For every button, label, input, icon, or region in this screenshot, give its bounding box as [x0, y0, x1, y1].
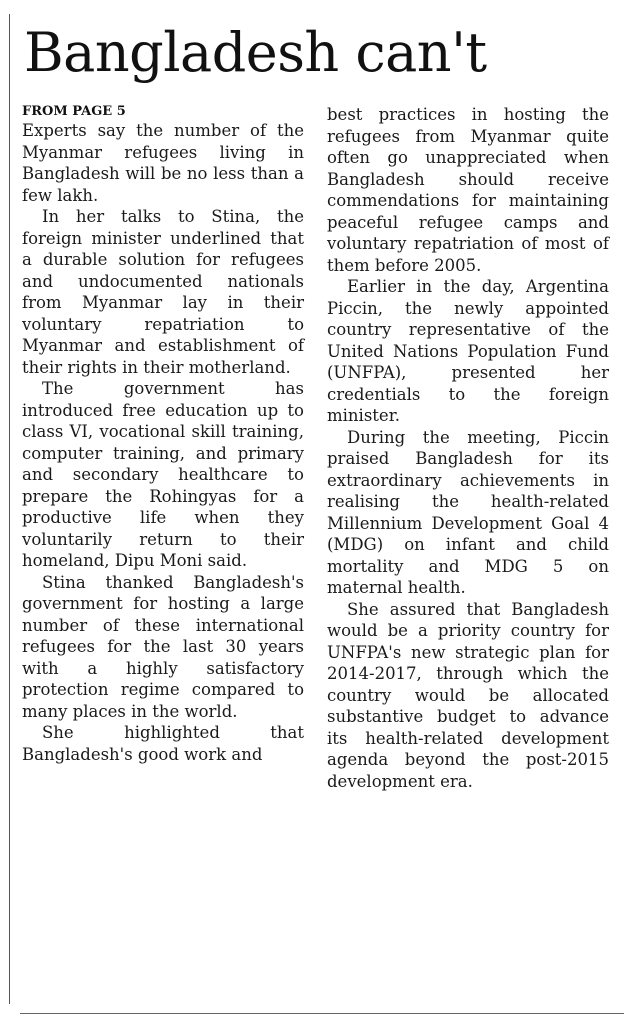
column-right	[327, 104, 609, 792]
paragraph: She assured that Bangladesh would be a priority country for UNFPA's new strategic plan for 2014-2017, through which the country would be allocated substantive budget to advance its health-related development agenda beyond the post-2015 development era.	[327, 599, 609, 791]
paragraph: During the meeting, Piccin praised Bangladesh for its extraordinary achievements in realising the health-related Millennium Development Goal 4 (MDG) on infant and child mortality and MDG 5 on maternal health.	[327, 427, 609, 597]
headline: Bangladesh can't	[24, 21, 487, 84]
paragraph: Stina thanked Bangladesh's government for hosting a large number of these international refugees for the last 30 years with a highly satisfactory protection regime compared to many places in the world.	[22, 572, 304, 721]
column-rule-left	[9, 14, 10, 1004]
paragraph: Experts say the number of the Myanmar refugees living in Bangladesh will be no less than a few lakh.	[22, 121, 304, 205]
bottom-rule	[20, 1013, 624, 1014]
column-left	[22, 104, 304, 765]
paragraph: She highlighted that Bangladesh's good work and	[22, 723, 304, 764]
paragraph: The government has introduced free education up to class VI, vocational skill training, computer training, and primary and secondary healthcare to prepare the Rohingyas for a productive life when they voluntarily return to their homeland, Dipu Moni said.	[22, 379, 304, 570]
paragraph: In her talks to Stina, the foreign minister underlined that a durable solution for refugees and undocumented nationals from Myanmar lay in their voluntary repatriation to Myanmar and establishment of their rights in their motherland.	[22, 207, 304, 377]
dateline: FROM PAGE 5	[22, 104, 126, 119]
paragraph: Earlier in the day, Argentina Piccin, the newly appointed country representative of the United Nations Population Fund (UNFPA), presented her credentials to the foreign minister.	[327, 277, 609, 425]
paragraph: best practices in hosting the refugees from Myanmar quite often go unappreciated when Bangladesh should receive commendations for maintaining peaceful refugee camps and voluntary repatriation of most of them before 2005.	[327, 105, 609, 275]
